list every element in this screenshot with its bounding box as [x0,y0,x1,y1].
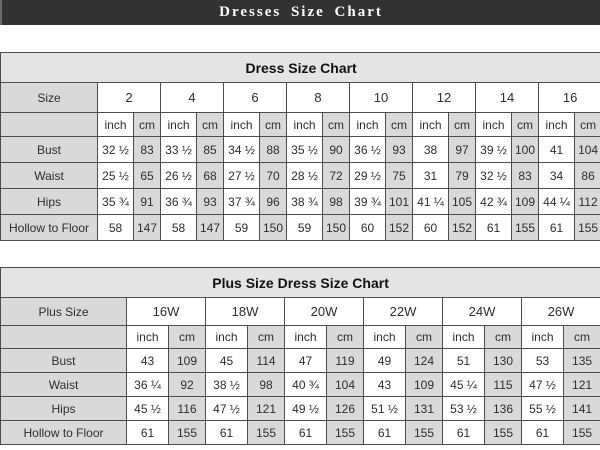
value-cell: 40 ¾ [285,373,327,397]
row-label-cell: Hollow to Floor [1,215,98,241]
size-cell: 16W [127,298,206,326]
unit-cell-cm: cm [134,113,161,137]
unit-cell-cm: cm [260,113,287,137]
value-cell: 59 [224,215,260,241]
plus-size-dress-size-chart-table [0,267,600,445]
value-cell: 88 [260,137,287,163]
value-cell: 109 [406,373,443,397]
size-cell: 16 [539,83,600,113]
value-cell: 26 ½ [161,163,197,189]
value-cell: 90 [323,137,350,163]
table-title: Dress Size Chart [1,53,600,83]
value-cell: 35 ¾ [98,189,134,215]
measurement-row [1,421,600,445]
row-label-cell: Bust [1,137,98,163]
value-cell: 109 [512,189,539,215]
unit-cell-cm: cm [485,326,522,349]
value-cell: 83 [512,163,539,189]
value-cell: 119 [327,349,364,373]
value-cell: 121 [248,397,285,421]
unit-cell-inch: inch [476,113,512,137]
value-cell: 60 [350,215,386,241]
value-cell: 61 [476,215,512,241]
value-cell: 47 ½ [206,397,248,421]
value-cell: 38 ¾ [287,189,323,215]
size-row-label: Plus Size [1,298,127,326]
unit-cell-cm: cm [564,326,600,349]
value-cell: 58 [98,215,134,241]
value-cell: 115 [485,373,522,397]
size-row-label: Size [1,83,98,113]
size-cell: 10 [350,83,413,113]
unit-cell-inch: inch [127,326,169,349]
value-cell: 61 [443,421,485,445]
value-cell: 141 [564,397,600,421]
row-label-cell: Hips [1,397,127,421]
size-cell: 14 [476,83,539,113]
value-cell: 42 ¾ [476,189,512,215]
size-cell: 8 [287,83,350,113]
value-cell: 34 ½ [224,137,260,163]
value-cell: 60 [413,215,449,241]
measurement-row [1,349,600,373]
value-cell: 25 ½ [98,163,134,189]
value-cell: 100 [512,137,539,163]
value-cell: 97 [449,137,476,163]
value-cell: 43 [127,349,169,373]
unit-cell-inch: inch [364,326,406,349]
value-cell: 152 [386,215,413,241]
value-cell: 150 [260,215,287,241]
value-cell: 114 [248,349,285,373]
value-cell: 39 ½ [476,137,512,163]
value-cell: 45 ¼ [443,373,485,397]
value-cell: 45 ½ [127,397,169,421]
dress-size-chart-table [0,52,600,241]
value-cell: 98 [248,373,285,397]
unit-cell-inch: inch [539,113,575,137]
value-cell: 29 ½ [350,163,386,189]
value-cell: 36 ½ [350,137,386,163]
unit-cell-inch: inch [224,113,260,137]
value-cell: 61 [285,421,327,445]
unit-cell-inch: inch [206,326,248,349]
value-cell: 43 [364,373,406,397]
size-cell: 2 [98,83,161,113]
value-cell: 58 [161,215,197,241]
value-cell: 49 [364,349,406,373]
value-cell: 33 ½ [161,137,197,163]
measurement-row [1,189,600,215]
value-cell: 104 [327,373,364,397]
value-cell: 86 [575,163,600,189]
unit-cell-cm: cm [575,113,600,137]
value-cell: 39 ¾ [350,189,386,215]
value-cell: 93 [197,189,224,215]
value-cell: 155 [327,421,364,445]
row-label-cell: Waist [1,373,127,397]
unit-cell-inch: inch [161,113,197,137]
unit-cell-cm: cm [327,326,364,349]
unit-cell-inch: inch [285,326,327,349]
value-cell: 155 [485,421,522,445]
value-cell: 124 [406,349,443,373]
unit-row-corner [1,113,98,137]
value-cell: 51 ½ [364,397,406,421]
unit-cell-cm: cm [323,113,350,137]
unit-cell-cm: cm [512,113,539,137]
value-cell: 36 ¼ [127,373,169,397]
value-cell: 32 ½ [476,163,512,189]
row-label-cell: Hollow to Floor [1,421,127,445]
value-cell: 75 [386,163,413,189]
value-cell: 85 [197,137,224,163]
page-header [0,0,600,25]
measurement-row [1,137,600,163]
value-cell: 72 [323,163,350,189]
value-cell: 41 [539,137,575,163]
value-cell: 45 [206,349,248,373]
size-cell: 6 [224,83,287,113]
unit-cell-cm: cm [169,326,206,349]
value-cell: 47 [285,349,327,373]
value-cell: 65 [134,163,161,189]
value-cell: 34 [539,163,575,189]
unit-cell-inch: inch [413,113,449,137]
value-cell: 61 [206,421,248,445]
value-cell: 49 ½ [285,397,327,421]
value-cell: 61 [522,421,564,445]
size-cell: 12 [413,83,476,113]
value-cell: 28 ½ [287,163,323,189]
value-cell: 155 [564,421,600,445]
value-cell: 104 [575,137,600,163]
value-cell: 36 ¾ [161,189,197,215]
size-cell: 4 [161,83,224,113]
value-cell: 68 [197,163,224,189]
value-cell: 70 [260,163,287,189]
value-cell: 27 ½ [224,163,260,189]
value-cell: 47 ½ [522,373,564,397]
value-cell: 59 [287,215,323,241]
value-cell: 109 [169,349,206,373]
value-cell: 61 [127,421,169,445]
value-cell: 147 [197,215,224,241]
value-cell: 37 ¾ [224,189,260,215]
value-cell: 44 ¼ [539,189,575,215]
value-cell: 126 [327,397,364,421]
value-cell: 79 [449,163,476,189]
value-cell: 53 ½ [443,397,485,421]
value-cell: 91 [134,189,161,215]
value-cell: 135 [564,349,600,373]
value-cell: 152 [449,215,476,241]
value-cell: 155 [169,421,206,445]
measurement-row [1,373,600,397]
page-title: Dresses Size Chart [219,4,383,20]
value-cell: 155 [406,421,443,445]
size-cell: 22W [364,298,443,326]
value-cell: 38 [413,137,449,163]
row-label-cell: Bust [1,349,127,373]
unit-cell-cm: cm [386,113,413,137]
value-cell: 136 [485,397,522,421]
value-cell: 101 [386,189,413,215]
row-label-cell: Hips [1,189,98,215]
value-cell: 98 [323,189,350,215]
value-cell: 92 [169,373,206,397]
value-cell: 147 [134,215,161,241]
value-cell: 112 [575,189,600,215]
size-cell: 18W [206,298,285,326]
size-cell: 26W [522,298,600,326]
row-label-cell: Waist [1,163,98,189]
value-cell: 116 [169,397,206,421]
measurement-row [1,397,600,421]
value-cell: 155 [575,215,600,241]
measurement-row [1,163,600,189]
value-cell: 61 [364,421,406,445]
value-cell: 93 [386,137,413,163]
unit-cell-inch: inch [522,326,564,349]
table-title: Plus Size Dress Size Chart [1,268,600,298]
value-cell: 105 [449,189,476,215]
value-cell: 31 [413,163,449,189]
value-cell: 155 [248,421,285,445]
value-cell: 83 [134,137,161,163]
value-cell: 38 ½ [206,373,248,397]
value-cell: 150 [323,215,350,241]
unit-cell-inch: inch [98,113,134,137]
value-cell: 155 [512,215,539,241]
unit-cell-cm: cm [248,326,285,349]
value-cell: 41 ¼ [413,189,449,215]
value-cell: 131 [406,397,443,421]
unit-cell-inch: inch [287,113,323,137]
value-cell: 51 [443,349,485,373]
size-cell: 20W [285,298,364,326]
measurement-row [1,215,600,241]
value-cell: 121 [564,373,600,397]
size-cell: 24W [443,298,522,326]
unit-cell-inch: inch [350,113,386,137]
value-cell: 32 ½ [98,137,134,163]
value-cell: 53 [522,349,564,373]
value-cell: 55 ½ [522,397,564,421]
value-cell: 130 [485,349,522,373]
value-cell: 96 [260,189,287,215]
value-cell: 61 [539,215,575,241]
unit-cell-cm: cm [406,326,443,349]
unit-row-corner [1,326,127,349]
unit-cell-cm: cm [449,113,476,137]
value-cell: 35 ½ [287,137,323,163]
unit-cell-inch: inch [443,326,485,349]
unit-cell-cm: cm [197,113,224,137]
